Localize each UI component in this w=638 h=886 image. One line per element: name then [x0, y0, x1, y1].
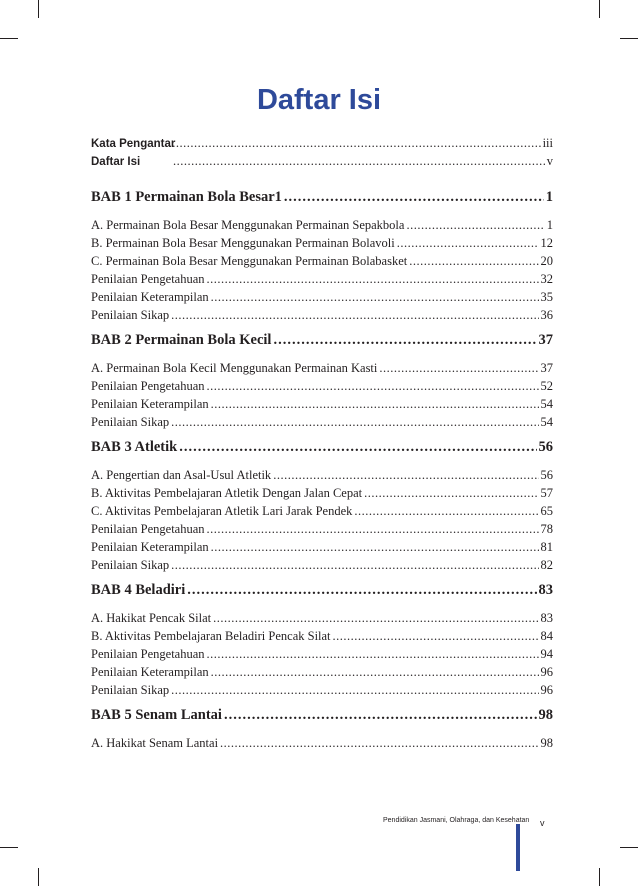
chapter-title: BAB 5 Senam Lantai — [91, 707, 222, 723]
toc-chapter-heading[interactable] — [91, 579, 553, 601]
toc-entry-label: B. Aktivitas Pembelajaran Atletik Dengan Jalan Cepat — [91, 486, 363, 500]
toc-entry-label: Penilaian Keterampilan — [91, 665, 209, 679]
toc-entry-page: 52 — [540, 379, 553, 393]
dot-leader — [171, 556, 538, 574]
toc-entry-label: C. Permainan Bola Besar Menggunakan Permainan Bolabasket — [91, 254, 408, 268]
page-title: Daftar Isi — [256, 84, 382, 116]
dot-leader — [207, 270, 539, 288]
toc-entry-page: 83 — [540, 611, 553, 625]
crop-mark — [620, 847, 638, 848]
toc-entry[interactable] — [91, 288, 553, 306]
toc-entry-label: Penilaian Keterampilan — [91, 290, 209, 304]
dot-leader — [187, 579, 536, 601]
toc-entry-page: 36 — [540, 308, 553, 322]
toc-entry[interactable] — [91, 395, 553, 413]
dot-leader — [284, 186, 544, 208]
toc-entry-label: A. Hakikat Senam Lantai — [91, 736, 219, 750]
chapter-page: 98 — [538, 707, 553, 723]
toc-entry-label: Penilaian Sikap — [91, 415, 170, 429]
crop-mark — [620, 38, 638, 39]
toc-entry-page: 81 — [540, 540, 553, 554]
dot-leader — [273, 329, 536, 351]
toc-chapter-heading[interactable] — [91, 329, 553, 351]
toc-entry[interactable] — [91, 538, 553, 556]
footer-book-title: Pendidikan Jasmani, Olahraga, dan Kesehatan — [383, 817, 530, 824]
toc-entry[interactable] — [91, 359, 553, 377]
toc-entry-page: 84 — [540, 629, 553, 643]
toc-entry-page: 94 — [540, 647, 553, 661]
toc-entry-label: Penilaian Pengetahuan — [91, 272, 205, 286]
toc-entry-label: Kata Pengantar — [91, 138, 176, 150]
toc-entry-label: B. Permainan Bola Besar Menggunakan Permainan Bolavoli — [91, 236, 395, 250]
dot-leader — [333, 627, 539, 645]
toc-entry-page: 78 — [540, 522, 553, 536]
dot-leader — [354, 502, 538, 520]
chapter-page: 1 — [545, 189, 553, 205]
toc-entry[interactable] — [91, 234, 553, 252]
toc-entry-page: 20 — [540, 254, 553, 268]
dot-leader — [364, 484, 538, 502]
toc-entry-page: 12 — [540, 236, 553, 250]
dot-leader — [220, 734, 538, 752]
dot-leader — [207, 377, 539, 395]
dot-leader — [179, 436, 536, 458]
toc-entry-label: Penilaian Sikap — [91, 558, 170, 572]
toc-entry-label: A. Pengertian dan Asal-Usul Atletik — [91, 468, 272, 482]
toc-entry-label: A. Permainan Bola Besar Menggunakan Permainan Sepakbola — [91, 218, 405, 232]
toc-entry-page: 37 — [540, 361, 553, 375]
table-of-contents — [91, 134, 553, 752]
toc-entry[interactable] — [91, 216, 553, 234]
toc-entry-label: Penilaian Keterampilan — [91, 397, 209, 411]
dot-leader — [211, 663, 539, 681]
toc-entry[interactable] — [91, 306, 553, 324]
dot-leader — [406, 216, 544, 234]
dot-leader — [207, 520, 539, 538]
toc-entry-page: 54 — [540, 415, 553, 429]
toc-entry[interactable] — [91, 413, 553, 431]
dot-leader — [173, 152, 545, 170]
toc-entry[interactable] — [91, 502, 553, 520]
toc-entry-page: 1 — [546, 218, 553, 232]
chapter-title: BAB 4 Beladiri — [91, 582, 186, 598]
crop-mark — [599, 0, 600, 18]
toc-entry[interactable] — [91, 556, 553, 574]
toc-entry-page: 82 — [540, 558, 553, 572]
crop-mark — [38, 868, 39, 886]
toc-entry[interactable] — [91, 663, 553, 681]
toc-entry-label: Penilaian Keterampilan — [91, 540, 209, 554]
crop-mark — [0, 38, 18, 39]
toc-entry-label: Penilaian Pengetahuan — [91, 522, 205, 536]
dot-leader — [224, 704, 537, 726]
dot-leader — [379, 359, 538, 377]
toc-entry-page: 65 — [540, 504, 553, 518]
chapter-title: BAB 2 Permainan Bola Kecil — [91, 332, 272, 348]
footer-accent-bar — [516, 824, 520, 871]
chapter-title: BAB 3 Atletik — [91, 439, 178, 455]
toc-entry-label: Penilaian Pengetahuan — [91, 647, 205, 661]
toc-chapter-heading[interactable] — [91, 704, 553, 726]
chapter-title: BAB 1 Permainan Bola Besar1 — [91, 189, 282, 205]
dot-leader — [211, 395, 539, 413]
toc-entry[interactable] — [91, 484, 553, 502]
dot-leader — [273, 466, 538, 484]
toc-chapter-heading[interactable] — [91, 186, 553, 208]
dot-leader — [211, 288, 539, 306]
dot-leader — [171, 413, 538, 431]
chapter-page: 37 — [538, 332, 553, 348]
toc-entry-label: A. Hakikat Pencak Silat — [91, 611, 212, 625]
dot-leader — [211, 538, 539, 556]
toc-entry-label: Penilaian Sikap — [91, 683, 170, 697]
toc-entry-label: Penilaian Pengetahuan — [91, 379, 205, 393]
toc-entry-page: 57 — [540, 486, 553, 500]
toc-entry-label: C. Aktivitas Pembelajaran Atletik Lari Jarak Pendek — [91, 504, 353, 518]
dot-leader — [171, 681, 538, 699]
toc-entry-page: 32 — [540, 272, 553, 286]
crop-mark — [38, 0, 39, 18]
toc-entry-page: iii — [542, 136, 553, 150]
toc-entry[interactable] — [91, 270, 553, 288]
dot-leader — [213, 609, 538, 627]
toc-entry-page: 96 — [540, 683, 553, 697]
toc-entry[interactable] — [91, 627, 553, 645]
dot-leader — [165, 134, 541, 152]
crop-mark — [0, 847, 18, 848]
toc-front-entry[interactable] — [91, 134, 553, 152]
chapter-page: 83 — [538, 582, 553, 598]
toc-entry-label: Penilaian Sikap — [91, 308, 170, 322]
dot-leader — [171, 306, 538, 324]
dot-leader — [207, 645, 539, 663]
toc-entry-label: A. Permainan Bola Kecil Menggunakan Permainan Kasti — [91, 361, 378, 375]
toc-entry-label: B. Aktivitas Pembelajaran Beladiri Pencak Silat — [91, 629, 331, 643]
toc-entry-page: 98 — [540, 736, 553, 750]
toc-entry-page: 54 — [540, 397, 553, 411]
toc-chapter-heading[interactable] — [91, 436, 553, 458]
toc-entry-page: 56 — [540, 468, 553, 482]
toc-entry[interactable] — [91, 645, 553, 663]
footer-page-number: v — [540, 818, 545, 828]
toc-entry[interactable] — [91, 734, 553, 752]
dot-leader — [409, 252, 538, 270]
dot-leader — [397, 234, 539, 252]
toc-entry[interactable] — [91, 520, 553, 538]
toc-front-entry[interactable] — [91, 152, 553, 170]
chapter-page: 56 — [538, 439, 553, 455]
toc-entry-page: 96 — [540, 665, 553, 679]
toc-entry[interactable] — [91, 377, 553, 395]
crop-mark — [599, 868, 600, 886]
toc-entry-page: 35 — [540, 290, 553, 304]
toc-entry[interactable] — [91, 681, 553, 699]
toc-entry-label: Daftar Isi — [91, 156, 141, 168]
toc-entry[interactable] — [91, 466, 553, 484]
toc-entry[interactable] — [91, 252, 553, 270]
toc-entry[interactable] — [91, 609, 553, 627]
toc-entry-page: v — [546, 154, 553, 168]
